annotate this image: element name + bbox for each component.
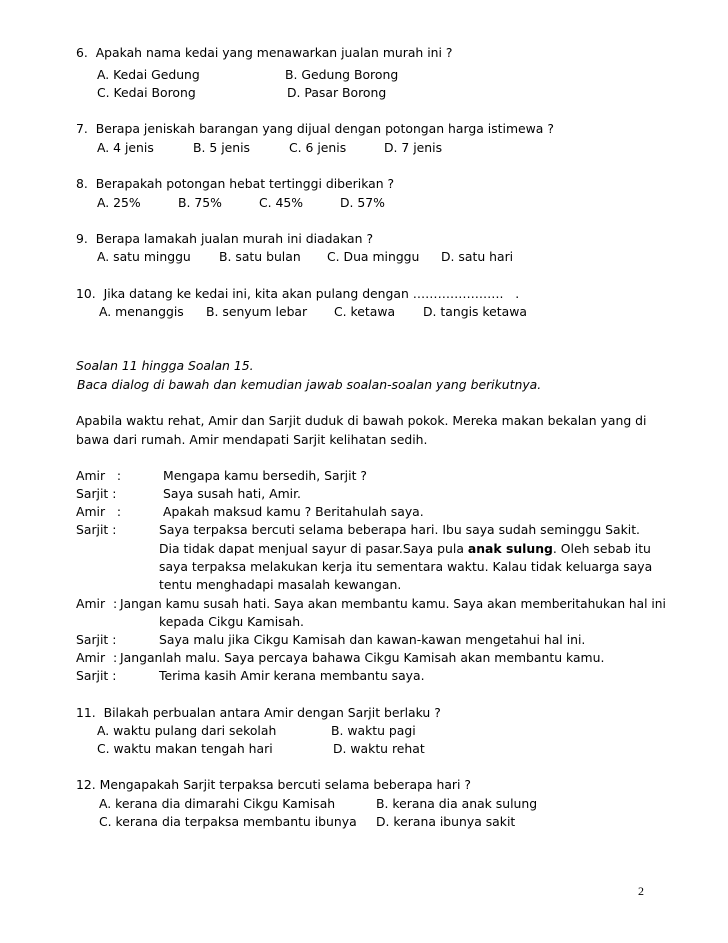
dialog-line: Jangan kamu susah hati. Saya akan membantu kamu. Saya akan memberitahukan hal ini [120, 597, 666, 611]
question-6: 6. Apakah nama kedai yang menawarkan jualan murah ini ? [76, 45, 453, 60]
q12-option-c: C. kerana dia terpaksa membantu ibunya [99, 814, 357, 829]
dialog-line: saya terpaksa melakukan kerja itu sementara waktu. Kalau tidak keluarga saya [159, 559, 653, 574]
dialog-line: Mengapa kamu bersedih, Sarjit ? [163, 468, 367, 483]
q10-option-c: C. ketawa [334, 304, 396, 319]
dialog-speaker: Sarjit : [76, 486, 117, 501]
q12-option-a: A. kerana dia dimarahi Cikgu Kamisah [99, 796, 336, 811]
q6-option-b: B. Gedung Borong [285, 67, 399, 82]
section-title: Soalan 11 hingga Soalan 15. [76, 358, 254, 373]
q8-option-a: A. 25% [97, 195, 141, 210]
dialog-speaker: Sarjit : [76, 522, 117, 537]
q8-option-c: C. 45% [259, 195, 304, 210]
question-11: 11. Bilakah perbualan antara Amir dengan Sarjit berlaku ? [76, 705, 441, 720]
q11-option-a: A. waktu pulang dari sekolah [97, 723, 277, 738]
q11-option-b: B. waktu pagi [331, 723, 416, 738]
dialog-line: Saya terpaksa bercuti selama beberapa hari. Ibu saya sudah seminggu Sakit. [159, 522, 640, 537]
question-8: 8. Berapakah potongan hebat tertinggi diberikan ? [76, 176, 395, 191]
dialog-line: tentu menghadapi masalah kewangan. [159, 577, 402, 592]
page-number: 2 [638, 884, 644, 898]
dialog-line: Terima kasih Amir kerana membantu saya. [159, 668, 425, 683]
q11-option-c: C. waktu makan tengah hari [97, 741, 273, 756]
bold-phrase: anak sulung [467, 541, 553, 556]
dialog-speaker: Amir : [76, 596, 118, 611]
q7-option-c: C. 6 jenis [289, 140, 347, 155]
q7-option-a: A. 4 jenis [97, 140, 154, 155]
q10-option-d: D. tangis ketawa [423, 304, 527, 319]
q8-option-d: D. 57% [340, 195, 385, 210]
dialog-speaker: Sarjit : [76, 632, 117, 647]
q7-option-d: D. 7 jenis [384, 140, 443, 155]
q11-option-d: D. waktu rehat [333, 741, 425, 756]
section-instruction: Baca dialog di bawah dan kemudian jawab soalan-soalan yang berikutnya. [73, 377, 542, 392]
dialog-line: Saya susah hati, Amir. [163, 486, 301, 501]
question-7: 7. Berapa jeniskah barangan yang dijual dengan potongan harga istimewa ? [76, 121, 554, 136]
q9-option-c: C. Dua minggu [327, 249, 420, 264]
q9-option-a: A. satu minggu [97, 249, 191, 264]
dialog-text-post: . Oleh sebab itu [552, 541, 651, 556]
question-9: 9. Berapa lamakah jualan murah ini diadakan ? [76, 231, 374, 246]
dialog-line: kepada Cikgu Kamisah. [159, 614, 304, 629]
intro-line-1: Apabila waktu rehat, Amir dan Sarjit duduk di bawah pokok. Mereka makan bekalan yang di [72, 413, 647, 428]
dialog-line: Janganlah malu. Saya percaya bahawa Cikgu Kamisah akan membantu kamu. [120, 650, 605, 665]
dialog-speaker: Amir : [76, 504, 122, 519]
q12-option-d: D. kerana ibunya sakit [376, 814, 516, 829]
dialog-speaker: Amir : [76, 650, 118, 665]
dialog-speaker: Sarjit : [76, 668, 117, 683]
question-10: 10. Jika datang ke kedai ini, kita akan pulang dengan …………………. . [76, 286, 520, 301]
q6-option-a: A. Kedai Gedung [97, 67, 200, 82]
dialog-line: Apakah maksud kamu ? Beritahulah saya. [163, 504, 424, 519]
dialog-line: Saya malu jika Cikgu Kamisah dan kawan-kawan mengetahui hal ini. [159, 632, 586, 647]
q6-option-c: C. Kedai Borong [97, 85, 196, 100]
dialog-line [159, 540, 651, 558]
q6-option-d: D. Pasar Borong [287, 85, 387, 100]
question-12: 12. Mengapakah Sarjit terpaksa bercuti selama beberapa hari ? [76, 777, 471, 792]
q7-option-b: B. 5 jenis [193, 140, 251, 155]
q9-option-b: B. satu bulan [219, 249, 301, 264]
q10-option-b: B. senyum lebar [206, 304, 308, 319]
dialog-text-pre: Dia tidak dapat menjual sayur di pasar.Saya pula [159, 541, 468, 556]
q8-option-b: B. 75% [178, 195, 222, 210]
dialog-speaker: Amir : [76, 468, 122, 483]
q10-option-a: A. menanggis [99, 304, 184, 319]
intro-line-2: bawa dari rumah. Amir mendapati Sarjit kelihatan sedih. [76, 432, 428, 447]
q9-option-d: D. satu hari [441, 249, 514, 264]
q12-option-b: B. kerana dia anak sulung [376, 796, 538, 811]
